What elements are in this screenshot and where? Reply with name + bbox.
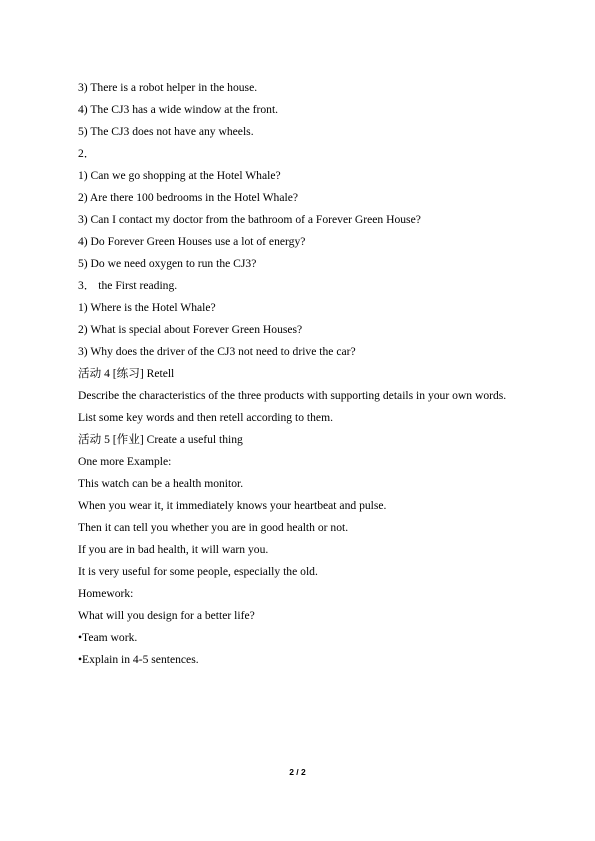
page-number: 2 / 2 — [289, 767, 306, 777]
text-line: Then it can tell you whether you are in good health or not. — [78, 521, 349, 534]
section-heading: 3． the First reading. — [78, 279, 178, 292]
text-line: When you wear it, it immediately knows your heartbeat and pulse. — [78, 499, 387, 512]
text-line: 3) There is a robot helper in the house. — [78, 81, 258, 94]
text-line: 2) Are there 100 bedrooms in the Hotel Whale? — [78, 191, 298, 204]
text-line: 1) Where is the Hotel Whale? — [78, 301, 216, 314]
homework-heading: Homework: — [78, 587, 134, 600]
text-line: 3) Why does the driver of the CJ3 not need to drive the car? — [78, 345, 356, 358]
text-line: If you are in bad health, it will warn you. — [78, 543, 269, 556]
text-line: 4) The CJ3 has a wide window at the front. — [78, 103, 279, 116]
page-body — [78, 80, 538, 674]
text-line: 5) Do we need oxygen to run the CJ3? — [78, 257, 257, 270]
text-line: It is very useful for some people, especially the old. — [78, 565, 318, 578]
text-line: One more Example: — [78, 455, 172, 468]
text-line: 4) Do Forever Green Houses use a lot of energy? — [78, 235, 306, 248]
text-line: What will you design for a better life? — [78, 609, 255, 622]
text-line: 5) The CJ3 does not have any wheels. — [78, 125, 254, 138]
text-line: Describe the characteristics of the three products with supporting details in your own words. — [78, 389, 507, 402]
activity-heading: 活动 4 [练习] Retell — [78, 367, 175, 380]
text-line: 2) What is special about Forever Green Houses? — [78, 323, 303, 336]
text-line: 1) Can we go shopping at the Hotel Whale? — [78, 169, 281, 182]
text-line: This watch can be a health monitor. — [78, 477, 244, 490]
section-number: 2． — [78, 147, 96, 160]
activity-heading: 活动 5 [作业] Create a useful thing — [78, 433, 243, 446]
text-line: List some key words and then retell according to them. — [78, 411, 333, 424]
text-line: 3) Can I contact my doctor from the bathroom of a Forever Green House? — [78, 213, 421, 226]
bullet-item: •Explain in 4-5 sentences. — [78, 653, 199, 666]
bullet-item: •Team work. — [78, 631, 138, 644]
